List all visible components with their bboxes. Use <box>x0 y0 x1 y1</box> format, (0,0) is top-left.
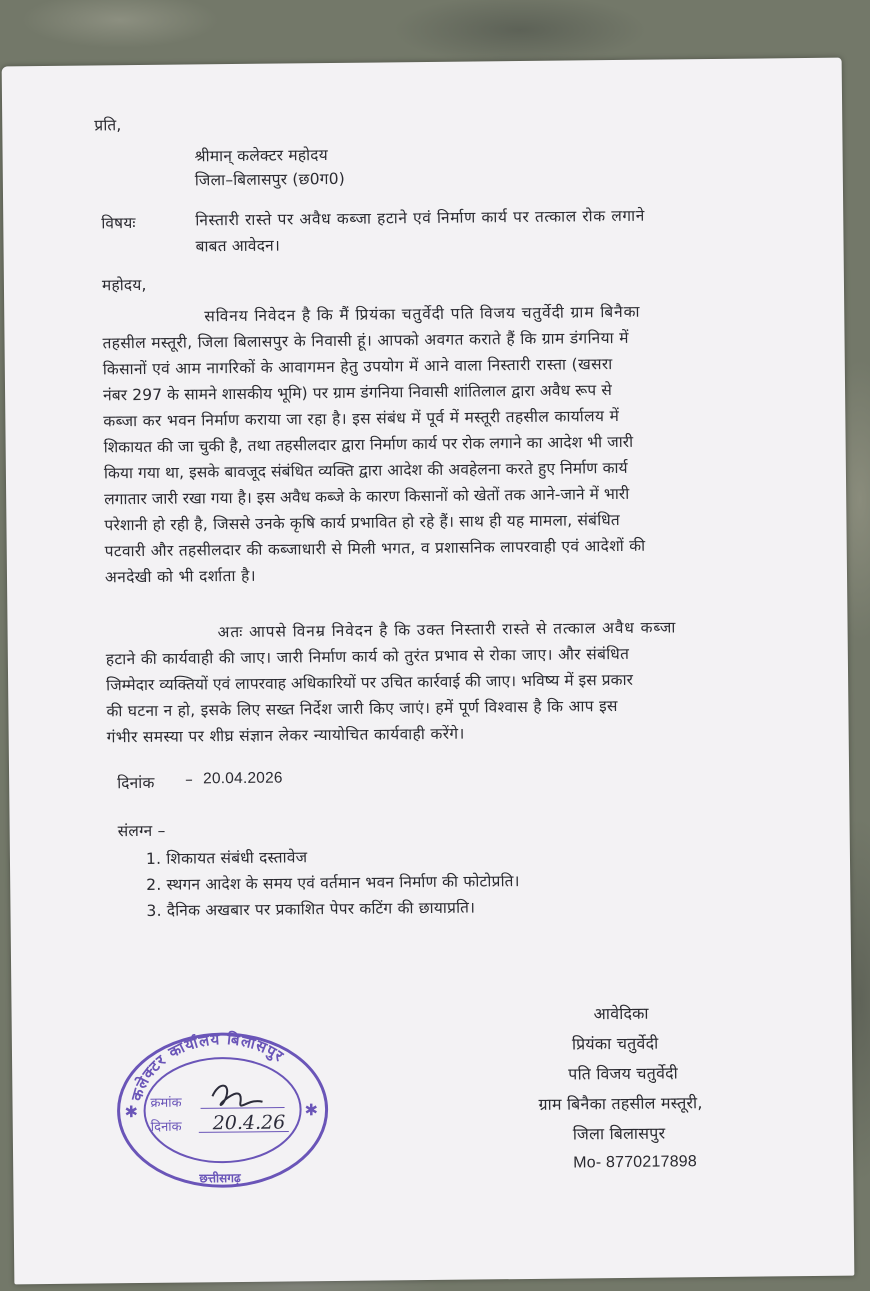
paragraph-line: लगातार जारी रखा गया है। इस अवैध कब्जे के कारण किसानों को खेतों तक आने-जाने में भारी <box>104 484 630 509</box>
stamp-handwritten-initials <box>212 1085 262 1106</box>
paragraph-line: नंबर 297 के सामने शासकीय भूमि) पर ग्राम डंगनिया निवासी शांतिलाल द्वारा अवैध रूप से <box>103 381 612 405</box>
subject-line: निस्तारी रास्ते पर अवैध कब्जा हटाने एवं निर्माण कार्य पर तत्काल रोक लगाने <box>195 206 646 230</box>
letter-page <box>2 58 855 1285</box>
stamp-star-icon: ✱ <box>304 1100 319 1120</box>
paragraph-line: शिकायत की जा चुकी है, तथा तहसीलदार द्वारा निर्माण कार्य पर रोक लगाने का आदेश भी जारी <box>103 432 634 457</box>
subject-line: बाबत आवेदन। <box>195 236 281 256</box>
paragraph-line: पटवारी और तहसीलदार की कब्जाधारी से मिली भगत, व प्रशासनिक लापरवाही एवं आदेशों की <box>104 536 646 561</box>
signature-phone: Mo- 8770217898 <box>573 1153 698 1172</box>
signature-line: प्रियंका चतुर्वेदी <box>571 1033 659 1054</box>
paragraph-line: हटाने की कार्यवाही की जाए। जारी निर्माण कार्य को तुरंत प्रभाव से रोका जाए। और संबंधित <box>105 644 630 669</box>
paragraph-line: गंभीर समस्या पर शीघ्र संज्ञान लेकर न्यायोचित कार्यवाही करेंगे। <box>106 724 465 747</box>
paragraph-line: जिम्मेदार व्यक्तियों एवं लापरवाह अधिकारियों पर उचित कार्रवाई की जाए। भविष्य में इस प्रकार <box>106 670 634 695</box>
office-stamp <box>112 1025 334 1195</box>
attachment-item: 3. दैनिक अखबार पर प्रकाशित पेपर कटिंग की छायाप्रति। <box>146 898 476 920</box>
signature-line: ग्राम बिनैका तहसील मस्तूरी, <box>538 1093 703 1114</box>
date-label: दिनांक <box>117 773 155 793</box>
stamp-bottom-text: छत्तीसगढ़ <box>199 1170 241 1186</box>
paragraph-line: सविनय निवेदन है कि मैं प्रियंका चतुर्वेदी पति विजय चतुर्वेदी ग्राम बिनैका <box>204 302 641 326</box>
stamp-ring-text: कलेक्टर कार्यालय बिलासपुर <box>127 1030 288 1103</box>
paragraph-line: कब्जा कर भवन निर्माण कराया जा रहा है। इस संबंध में पूर्व में मस्तूरी तहसील कार्यालय में <box>103 406 620 431</box>
paragraph-line: किया गया था, इसके बावजूद संबंधित व्यक्ति द्वारा आदेश की अवहेलना करते हुए निर्माण कार्य <box>103 458 628 483</box>
date-dash: – <box>185 770 194 789</box>
stamp-serial-label: क्रमांक <box>150 1095 182 1111</box>
salutation-to: प्रति, <box>94 116 122 135</box>
subject-label: विषयः <box>101 214 136 233</box>
paragraph-line: अतः आपसे विनम्र निवेदन है कि उक्त निस्तारी रास्ते से तत्काल अवैध कब्जा <box>217 618 677 642</box>
paragraph-line: अनदेखी को भी दर्शाता है। <box>104 566 256 587</box>
paragraph-line: परेशानी हो रही है, जिससे उनके कृषि कार्य प्रभावित हो रहे हैं। साथ ही यह मामला, संबंधित <box>104 510 621 535</box>
addressee-line: जिला–बिलासपुर (छ0ग0) <box>194 169 346 190</box>
paragraph-line: किसानों एवं आम नागरिकों के आवागमन हेतु उपयोग में आने वाला निस्तारी रास्ता (खसरा <box>102 355 613 379</box>
salutation: महोदय, <box>101 275 147 295</box>
attachment-item: 1. शिकायत संबंधी दस्तावेज <box>145 848 308 868</box>
attachment-item: 2. स्थगन आदेश के समय एवं वर्तमान भवन निर्माण की फोटोप्रति। <box>146 872 520 894</box>
date-value: 20.04.2026 <box>203 769 283 788</box>
addressee-line: श्रीमान् कलेक्टर महोदय <box>194 146 328 166</box>
stamp-written-date: 20.4.26 <box>212 1111 286 1135</box>
stamp-date-label: दिनांक <box>150 1119 182 1135</box>
stamp-star-icon: ✱ <box>124 1102 139 1122</box>
paragraph-line: तहसील मस्तूरी, जिला बिलासपुर के निवासी हूं। आपको अवगत कराते हैं कि ग्राम डंगनिया में <box>102 328 629 353</box>
paragraph-line: की घटना न हो, इसके लिए सख्त निर्देश जारी किए जाएं। हमें पूर्ण विश्वास है कि आप इस <box>106 697 618 721</box>
attachments-label: संलग्न – <box>117 821 166 841</box>
signature-line: आवेदिका <box>593 1003 649 1024</box>
signature-line: पति विजय चतुर्वेदी <box>568 1063 679 1084</box>
signature-line: जिला बिलासपुर <box>572 1123 666 1144</box>
